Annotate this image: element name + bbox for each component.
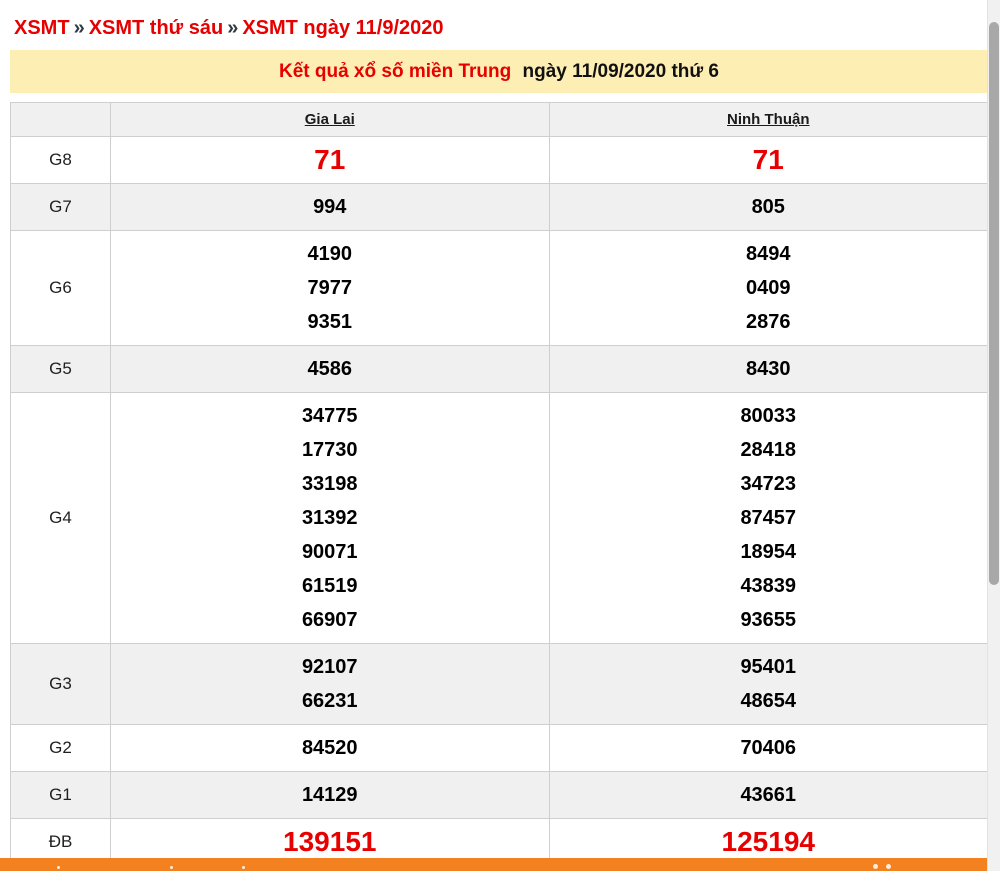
footer-cutoff-dot bbox=[886, 864, 891, 869]
prize-number: 43661 bbox=[740, 784, 797, 806]
prize-values bbox=[549, 725, 988, 772]
prize-number: 7977 bbox=[307, 277, 352, 299]
prize-number: 90071 bbox=[301, 541, 358, 563]
prize-label: G3 bbox=[11, 644, 111, 725]
prize-number: 80033 bbox=[740, 405, 797, 427]
prize-number: 71 bbox=[752, 144, 784, 175]
prize-values bbox=[111, 346, 550, 393]
header-empty-cell bbox=[11, 103, 111, 137]
province-link-ninhthuan[interactable]: Ninh Thuận bbox=[727, 111, 810, 128]
prize-number: 994 bbox=[313, 196, 347, 218]
header-province-ninhthuan bbox=[549, 103, 988, 137]
table-row bbox=[11, 231, 988, 346]
prize-label: G8 bbox=[11, 137, 111, 184]
footer-bar bbox=[0, 858, 1000, 871]
breadcrumb bbox=[0, 0, 1000, 40]
prize-number: 66907 bbox=[301, 609, 358, 631]
prize-number: 2876 bbox=[746, 311, 791, 333]
header-province-gialai bbox=[111, 103, 550, 137]
prize-values bbox=[549, 644, 988, 725]
prize-number: 125194 bbox=[721, 826, 815, 857]
prize-values bbox=[549, 393, 988, 644]
prize-values bbox=[111, 393, 550, 644]
prize-values bbox=[111, 231, 550, 346]
prize-number: 9351 bbox=[307, 311, 352, 333]
table-row bbox=[11, 393, 988, 644]
table-row bbox=[11, 346, 988, 393]
prize-number: 93655 bbox=[740, 609, 797, 631]
prize-number: 18954 bbox=[740, 541, 797, 563]
prize-number: 66231 bbox=[301, 690, 358, 712]
table-row bbox=[11, 772, 988, 819]
table-header-row bbox=[11, 103, 988, 137]
prize-number: 31392 bbox=[301, 507, 358, 529]
prize-number: 92107 bbox=[301, 656, 358, 678]
table-row bbox=[11, 137, 988, 184]
prize-label: G7 bbox=[11, 184, 111, 231]
prize-values bbox=[549, 184, 988, 231]
breadcrumb-separator: » bbox=[73, 17, 85, 39]
table-row bbox=[11, 725, 988, 772]
breadcrumb-separator: » bbox=[227, 17, 239, 39]
footer-cutoff-dot bbox=[170, 866, 173, 869]
prize-number: 70406 bbox=[740, 737, 797, 759]
prize-number: 43839 bbox=[740, 575, 797, 597]
prize-values bbox=[111, 644, 550, 725]
prize-number: 17730 bbox=[301, 439, 358, 461]
vertical-scrollbar[interactable] bbox=[987, 0, 1000, 871]
banner-title-date: ngày 11/09/2020 thứ 6 bbox=[522, 61, 720, 82]
province-link-gialai[interactable]: Gia Lai bbox=[304, 111, 355, 128]
breadcrumb-item[interactable]: XSMT thứ sáu bbox=[88, 17, 224, 39]
prize-number: 34775 bbox=[301, 405, 358, 427]
results-banner bbox=[10, 50, 988, 93]
prize-label: G2 bbox=[11, 725, 111, 772]
prize-number: 14129 bbox=[301, 784, 358, 806]
prize-number: 87457 bbox=[740, 507, 797, 529]
prize-values bbox=[549, 231, 988, 346]
prize-number: 8494 bbox=[746, 243, 791, 265]
prize-number: 0409 bbox=[746, 277, 791, 299]
banner-title-region: Kết quả xổ số miền Trung bbox=[278, 61, 512, 82]
prize-values bbox=[111, 137, 550, 184]
table-row bbox=[11, 184, 988, 231]
results-table-body bbox=[11, 137, 988, 866]
prize-number: 95401 bbox=[740, 656, 797, 678]
prize-number: 805 bbox=[751, 196, 785, 218]
table-row bbox=[11, 644, 988, 725]
prize-number: 48654 bbox=[740, 690, 797, 712]
prize-values bbox=[111, 772, 550, 819]
prize-number: 28418 bbox=[740, 439, 797, 461]
prize-number: 33198 bbox=[301, 473, 358, 495]
prize-values bbox=[549, 137, 988, 184]
footer-cutoff-dot bbox=[873, 864, 878, 869]
prize-label: G4 bbox=[11, 393, 111, 644]
prize-number: 84520 bbox=[301, 737, 358, 759]
prize-number: 4586 bbox=[307, 358, 352, 380]
prize-number: 4190 bbox=[307, 243, 352, 265]
prize-values bbox=[111, 184, 550, 231]
prize-number: 34723 bbox=[740, 473, 797, 495]
scrollbar-thumb[interactable] bbox=[989, 22, 999, 585]
footer-cutoff-dot bbox=[57, 866, 60, 869]
prize-values bbox=[111, 725, 550, 772]
prize-label: G1 bbox=[11, 772, 111, 819]
prize-label: G5 bbox=[11, 346, 111, 393]
prize-number: 61519 bbox=[301, 575, 358, 597]
prize-number: 8430 bbox=[746, 358, 791, 380]
breadcrumb-item[interactable]: XSMT bbox=[14, 17, 70, 39]
breadcrumb-item[interactable]: XSMT ngày 11/9/2020 bbox=[242, 17, 444, 39]
prize-number: 71 bbox=[314, 144, 346, 175]
prize-label: ĐB bbox=[11, 819, 111, 866]
prize-number: 139151 bbox=[283, 826, 377, 857]
results-table bbox=[10, 102, 988, 866]
prize-values bbox=[549, 346, 988, 393]
prize-values bbox=[549, 772, 988, 819]
prize-label: G6 bbox=[11, 231, 111, 346]
footer-cutoff-dot bbox=[242, 866, 245, 869]
